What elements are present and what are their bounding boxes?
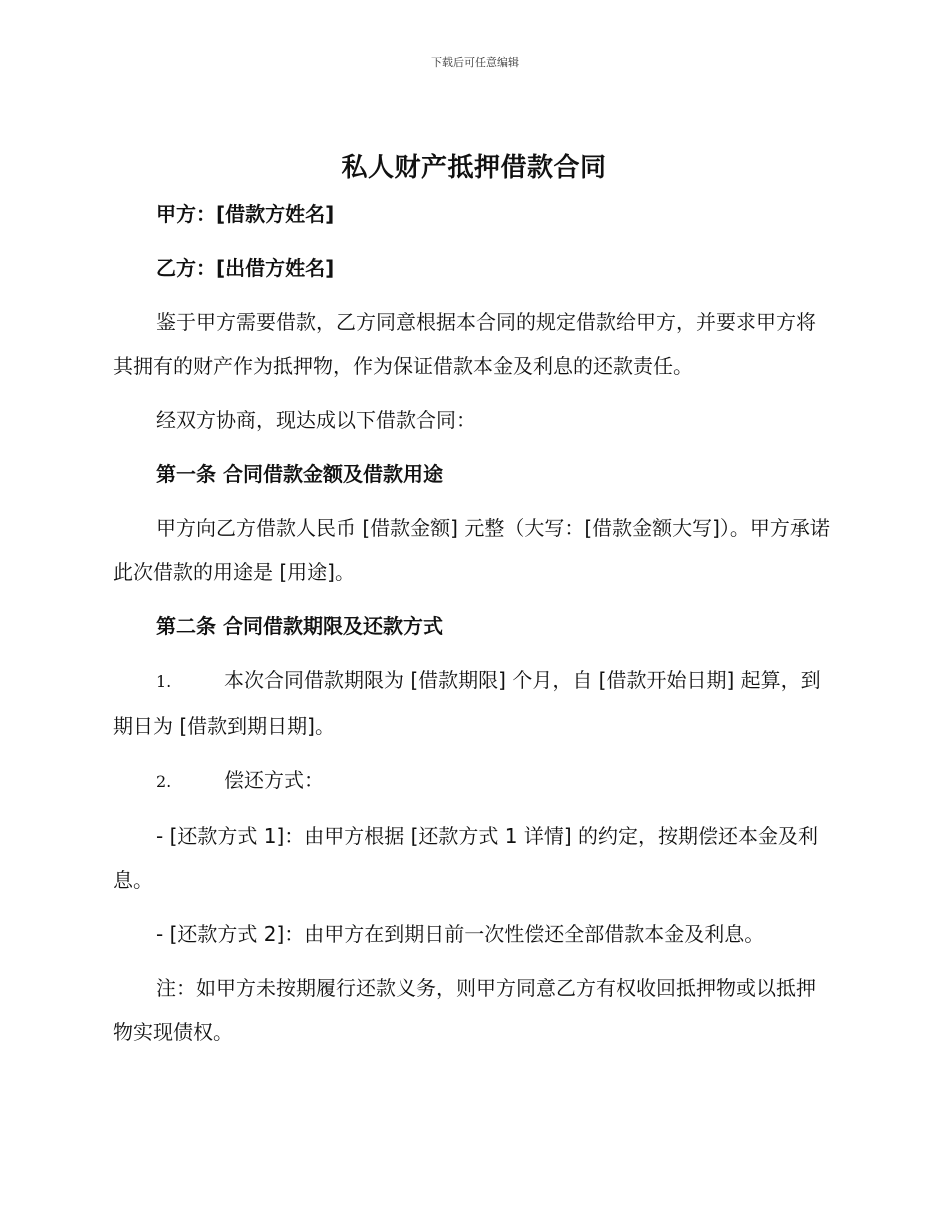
list-number: 2.	[156, 772, 172, 791]
intro-paragraph: 鉴于甲方需要借款，乙方同意根据本合同的规定借款给甲方，并要求甲方将其拥有的财产作为抵押物，作为保证借款本金及利息的还款责任。	[113, 310, 816, 378]
party-a: 甲方：[借款方姓名]	[156, 202, 335, 226]
document-title: 私人财产抵押借款合同	[341, 153, 607, 183]
article-1-heading: 第一条 合同借款金额及借款用途	[156, 462, 443, 486]
default-note: 注：如甲方未按期履行还款义务，则甲方同意乙方有权收回抵押物或以抵押物实现债权。	[113, 976, 816, 1044]
list-item-text: 偿还方式：	[224, 768, 324, 792]
agreement-paragraph: 经双方协商，现达成以下借款合同：	[156, 408, 476, 432]
list-item	[113, 658, 835, 748]
header-note: 下载后可任意编辑	[431, 56, 519, 69]
repayment-method-2: - [还款方式 2]：由甲方在到期日前一次性偿还全部借款本金及利息。	[156, 922, 765, 946]
article-1-body: 甲方向乙方借款人民币 [借款金额] 元整（大写：[借款金额大写]）。甲方承诺此次借款的用途是 [用途]。	[113, 516, 830, 584]
party-b: 乙方：[出借方姓名]	[156, 256, 335, 280]
document-body	[113, 146, 835, 1064]
article-2-heading: 第二条 合同借款期限及还款方式	[156, 614, 443, 638]
list-number: 1.	[156, 672, 172, 691]
repayment-method-1: - [还款方式 1]：由甲方根据 [还款方式 1 详情] 的约定，按期偿还本金及利息。	[113, 824, 819, 892]
list-item	[113, 758, 835, 804]
list-item-text: 本次合同借款期限为 [借款期限] 个月，自 [借款开始日期] 起算，到期日为 [借款到期日期]。	[113, 668, 821, 738]
